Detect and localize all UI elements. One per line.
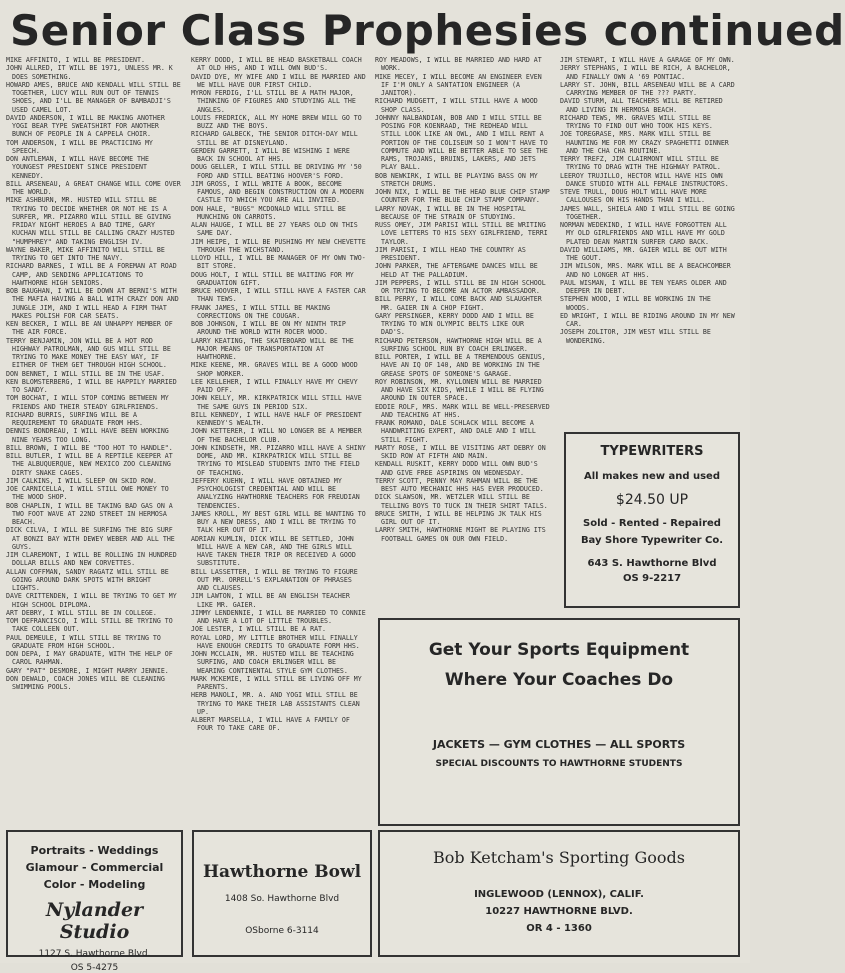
prophecy-entry: RICHARD GALBECK, THE SENIOR DITCH-DAY WILL STILL BE AT DISNEYLAND. (191, 130, 358, 147)
prophecy-entry: LEE KELLEHER, I WILL FINALLY HAVE MY CHEVY PAID OFF. (191, 377, 358, 394)
ad-line: JACKETS — GYM CLOTHES — ALL SPORTS (432, 738, 686, 751)
prophecy-entry: JOHN MCCLAIN, MR. HUSTED WILL BE TEACHING SURFING, AND COACH ERLINGER WILL BE WEARING CONTINENTAL STYLE GYM CLOTHES. (191, 650, 354, 675)
prophecy-entry: LARRY NOVAK, I WILL BE IN THE HOSPITAL BECAUSE OF THE STRAIN OF STUDYING. (375, 204, 526, 221)
prophecy-entry: BRUCE HOOVER, I WILL STILL HAVE A FASTER CAR THAN TEWS. (191, 287, 366, 304)
prophecy-entry: RICHARD BARNES, I WILL BE A FOREMAN AT ROAD CAMP, AND SENDING APPLICATIONS TO HAWTHORNE HIGH SENIORS. (6, 262, 177, 287)
ad-address: 1127 S. Hawthorne Blvd. (38, 949, 151, 959)
prophecy-entry: RICHARD PETERSON, HAWTHORNE HIGH WILL BE A SURFING SCHOOL RUN BY COACH ERLINGER. (375, 336, 542, 353)
prophecy-entry: BOB CHAPLIN, I WILL BE TAKING BAD GAS ON A TWO FOOT WAVE AT 22ND STREET IN HERMOSA BEACH. (6, 501, 173, 526)
prophecy-entry: BILL BROWN, I WILL BE "TOO HOT TO HANDLE". (6, 443, 173, 452)
prophecy-entry: JIM LAWTON, I WILL BE AN ENGLISH TEACHER LIKE MR. GAIER. (191, 592, 350, 609)
prophecy-entry: MARK MCKEMIE, I WILL STILL BE LIVING OFF MY PARENTS. (191, 674, 362, 691)
prophecy-entry: JOHN KELLY, MR. KIRKPATRICK WILL STILL HAVE THE SAME GUYS IN PERIOD SIX. (191, 394, 362, 411)
prophecy-entry: MYRON FERDIG, I'LL STILL BE A MATH MAJOR, THINKING OF FIGURES AND STUDYING ALL THE ANGLES. (191, 89, 356, 114)
prophecy-entry: JIM PEPPERS, I WILL STILL BE IN HIGH SCHOOL OR TRYING TO BECOME AN ACTOR AMBASSADOR. (375, 278, 546, 295)
prophecy-entry: TERRY SCOTT, PENNY MAY RAHMAN WILL BE THE BEST AUTO MECHANIC HHS HAS EVER PRODUCED. (375, 476, 544, 493)
studio-name: Nylander Studio (45, 899, 144, 943)
prophecy-entry: JOE LESTER, I WILL STILL BE A RAT. (191, 625, 326, 634)
prophecy-entry: JOHNNY NALBANDIAN, BOB AND I WILL STILL BE POSING FOR KOENRAAD, THE REDHEAD WILL STILL LOOK LIKE AN OWL, AND I WILL RENT A PORTION OF THE COLISEUM SO I WON'T HAVE TO COMMUTE AND WILL BE BETTER ABLE TO SEE THE RAMS, TROJANS, BRUINS, LAKERS, AND JETS PLAY BALL. (375, 113, 548, 172)
prophecy-entry: BOB JOHNSON, I WILL BE ON MY NINTH TRIP AROUND THE WORLD WITH ROCER WOOD. (191, 320, 346, 337)
prophecy-entry: JIM GROSS, I WILL WRITE A BOOK, BECOME FAMOUS, AND BEGIN CONSTRUCTION ON A MODERN CASTLE TO WHICH YOU ARE ALL INVITED. (191, 179, 364, 205)
prophecy-entry: DAVE CRITTENDEN, I WILL BE TRYING TO GET MY HIGH SCHOOL DIPLOMA. (6, 592, 177, 609)
prophecy-entry: JIM CALKINS, I WILL SLEEP ON SKID ROW. (6, 476, 157, 485)
prophecy-entry: MIKE KEENE, MR. GRAVES WILL BE A GOOD WOOD SHOP WORKER. (191, 361, 358, 378)
prophecy-entry: MIKE MECEY, I WILL BECOME AN ENGINEER EVEN IF I'M ONLY A SANTATION ENGINEER (A JANITOR). (375, 72, 542, 97)
studio-ad (6, 830, 183, 973)
prophecy-entry: ROYAL LORD, MY LITTLE BROTHER WILL FINALLY HAVE ENOUGH CREDITS TO GRADUATE FORM HHS. (191, 633, 360, 650)
ad-line: All makes new and used (584, 471, 720, 482)
prophecy-entry: DON ANTLEMAN, I WILL HAVE BECOME THE YOUNGEST PRESIDENT SINCE PRESIDENT KENNEDY. (6, 155, 149, 180)
prophecy-entry: TERRY BENJAMIN, JON WILL BE A HOT ROD HIGHWAY PATROLMAN, AND GUS WILL STILL BE TRYING TO MAKE MONEY THE EASY WAY, IF EITHER OF THEM GET THROUGH HIGH SCHOOL. (6, 336, 171, 370)
ad-line: Portraits - Weddings (30, 844, 159, 857)
prophecy-entry: JOE CARNICELLA, I WILL STILL OWE MONEY TO THE WOOD SHOP. (6, 485, 169, 502)
prophecy-entry: STEPHEN WOOD, I WILL BE WORKING IN THE WOODS. (560, 295, 711, 312)
prophecy-entry: EDDIE ROLF, MRS. MARK WILL BE WELL-PRESERVED AND TEACHING AT HHS. (375, 402, 550, 419)
ad-phone: OS 9-2217 (622, 573, 682, 584)
prophecy-column-3 (375, 56, 551, 616)
prophecy-entry: STEVE TRULL, DOUG HOLT WILL HAVE MORE CALLOUSES ON HIS HANDS THAN I WILL. (560, 188, 707, 205)
prophecy-entry: MARTY ROSE, I WILL BE VISITING ART DEBRY ON SKID ROW AT FIFTH AND MAIN. (375, 443, 546, 460)
prophecy-entry: JIM PARISI, I WILL HEAD THE COUNTRY AS PRESIDENT. (375, 245, 526, 262)
prophecy-entry: RICHARD MUDGETT, I WILL STILL HAVE A WOOD SHOP CLASS. (375, 97, 538, 114)
ad-line: Sold - Rented - Repaired (583, 518, 721, 529)
prophecy-entry: BILL PERRY, I WILL COME BACK AND SLAUGHTER MR. GAIER IN A CHOP FIGHT. (375, 295, 542, 312)
prophecy-entry: BILL PORTER, I WILL BE A TREMENDOUS GENIUS, HAVE AN IQ OF 140, AND BE WORKING IN THE GREASE SPOTS OF SOMEONE'S GARAGE. (375, 353, 546, 378)
prophecy-entry: DENNIS BONDREAU, I WILL HAVE BEEN WORKING NINE YEARS TOO LONG. (6, 427, 169, 444)
ad-heading: TYPEWRITERS (600, 444, 704, 459)
prophecy-entry: TOM DEFRANCISCO, I WILL STILL BE TRYING TO TAKE COLLEEN OUT. (6, 617, 173, 634)
prophecy-entry: DOUG HOLT, I WILL STILL BE WAITING FOR MY GRADUATION GIFT. (191, 270, 354, 287)
prophecy-entry: LARRY ST. JOHN, BILL ARSENEAU WILL BE A CARD CARRYING MEMBER OF THE ??? PARTY. (560, 80, 735, 97)
sporting-goods-ad (378, 830, 740, 957)
prophecy-entry: PAUL WISMAN, I WILL BE TEN YEARS OLDER AND DEEPER IN DEBT. (560, 278, 727, 295)
prophecy-entry: MIKE AFFINITO, I WILL BE PRESIDENT. (6, 56, 145, 64)
prophecy-entry: DOUG GELLER, I WILL STILL BE DRIVING MY '50 FORD AND STILL BEATING HOOVER'S FORD. (191, 163, 362, 180)
prophecy-entry: JIMMY LENDENNIE, I WILL BE MARRIED TO CONNIE AND HAVE A LOT OF LITTLE TROUBLES. (191, 608, 366, 625)
prophecy-entry: LARRY KEATING, THE SKATEBOARD WILL BE THE MAJOR MEANS OF TRANSPORTATION AT HAWTHORNE. (191, 336, 354, 361)
prophecy-entry: GARY "PAT" DESMORE, I MIGHT MARRY JENNIE. (6, 666, 169, 675)
prophecy-entry: DON BENNET, I WILL STILL BE IN THE USAF. (6, 369, 165, 378)
ad-heading: Get Your Sports Equipment (428, 640, 690, 660)
prophecy-entry: FRANK ROMANO, DALE SCHLACK WILL BECOME A HANDWRITING EXPERT, AND DALE AND I WILL STILL FIGHT. (375, 419, 536, 444)
prophecy-entry: DON DEWALD, COACH JONES WILL BE CLEANING SWIMMING POOLS. (6, 674, 165, 691)
prophecy-entry: ALAN HAUGE, I WILL BE 27 YEARS OLD ON THIS SAME DAY. (191, 221, 358, 238)
prophecy-entry: JOSEPH ZOLITOR, JIM WEST WILL STILL BE WONDERING. (560, 328, 711, 345)
prophecy-entry: DAVID ANDERSON, I WILL BE MAKING ANOTHER YOGI BEAR TYPE SWEATSHIRT FOR ANOTHER BUNCH OF PEOPLE IN A CAPPELA CHOIR. (6, 113, 165, 139)
prophecy-entry: GERDEN GARRETT, I WILL BE WISHING I WERE BACK IN SCHOOL AT HHS. (191, 146, 350, 163)
prophecy-entry: TERRY TREFZ, JIM CLAIRMONT WILL STILL BE TRYING TO DRAG WITH THE HIGHWAY PATROL. (560, 155, 721, 172)
ad-price: $24.50 UP (615, 492, 689, 508)
ad-line: Color - Modeling (43, 878, 146, 891)
prophecy-entry: KERRY DODD, I WILL BE HEAD BASKETBALL COACH AT OLD HHS, AND I WILL OWN BUD'S. (191, 56, 362, 73)
prophecy-entry: LOUIS FREDRICK, ALL MY HOME BREW WILL GO TO BUZZ AND THE BOYS. (191, 113, 362, 130)
prophecy-entry: BRUCE SMITH, I WILL BE HELPING JK TALK HIS GIRL OUT OF IT. (375, 509, 542, 526)
prophecy-entry: JIM HEIPE, I WILL BE PUSHING MY NEW CHEVETTE THROUGH THE WICHSTAND. (191, 237, 366, 254)
ad-heading: Bob Ketcham's Sporting Goods (433, 848, 685, 867)
ad-phone: OSborne 6-3114 (245, 926, 319, 936)
prophecy-entry: FRANK JAMES, I WILL STILL BE MAKING CORRECTIONS ON THE COUGAR. (191, 303, 330, 320)
prophecy-entry: BILL ARSENEAU, A GREAT CHANGE WILL COME OVER THE WORLD. (6, 179, 181, 196)
prophecy-entry: JOE TOREGRASE, MRS. MARK WILL STILL BE HAUNTING ME FOR MY CRAZY SPAGHETTI DINNER AND THE CHA CHA ROUTINE. (560, 130, 729, 155)
prophecy-entry: ED WRIGHT, I WILL BE RIDING AROUND IN MY NEW CAR. (560, 311, 735, 328)
prophecy-entry: TOM BOCHAT, I WILL STOP COMING BETWEEN MY FRIENDS AND THEIR STEADY GIRLFRIENDS. (6, 394, 169, 411)
prophecy-entry: JOHN PARKER, THE AFTERGAME DANCES WILL BE HELD AT THE PALLADIUM. (375, 262, 538, 279)
ad-company-name: Bay Shore Typewriter Co. (580, 535, 724, 546)
prophecy-entry: DICK SLAWSON, MR. WETZLER WILL STILL BE TELLING BOYS TO TUCK IN THEIR SHIRT TAILS. (375, 493, 548, 510)
prophecy-entry: JIM WILSON, MRS. MARK WILL BE A BEACHCOMBER AND NO LONGER AT HHS. (560, 262, 731, 279)
prophecy-entry: JOHN ALLRED, IT WILL BE 1971, UNLESS MR. K DOES SOMETHING. (6, 64, 173, 81)
prophecy-entry: JAMES WALL, SHIELA AND I WILL STILL BE GOING TOGETHER. (560, 204, 735, 221)
ad-address: 1408 So. Hawthorne Blvd (224, 894, 340, 904)
prophecy-entry: LEEROY TRUJILLO, HECTOR WILL HAVE HIS OWN DANCE STUDIO WITH ALL FEMALE INSTRUCTORS. (560, 171, 729, 188)
prophecy-entry: JIM STEWART, I WILL HAVE A GARAGE OF MY OWN. (560, 56, 735, 64)
ad-line: INGLEWOOD (LENNOX), CALIF. (474, 889, 644, 900)
ad-phone: OR 4 - 1360 (526, 923, 592, 934)
page-title: Senior Class Prophesies continued (10, 6, 845, 55)
prophecy-entry: WAYNE BAKER, MIKE AFFINITO WILL STILL BE TRYING TO GET INTO THE NAVY. (6, 245, 165, 262)
typewriters-ad (564, 432, 740, 608)
prophecy-entry: MIKE ASHBURN, MR. HUSTED WILL STILL BE TRYING TO DECIDE WHETHER OR NOT HE IS A SURFER, MR. PIZARRO WILL STILL BE GIVING FRIDAY NIGHT HEROES A BAD TIME, GARY KUCHAN WILL STILL BE CALLING CRAZY HUSTED "HUMPHREY" AND TAKING ENGLISH IV. (6, 196, 175, 246)
sports-equipment-ad (378, 618, 740, 826)
prophecy-entry: BILL BUTLER, I WILL BE A REPTILE KEEPER AT THE ALBUQUERQUE, NEW MEXICO ZOO CLEANING DIRTY SNAKE CAGES. (6, 452, 173, 477)
prophecy-entry: ALLAN COFFMAN, SANDY RAGATZ WILL STILL BE GOING AROUND DARK SPOTS WITH BRIGHT LIGHTS. (6, 567, 169, 592)
prophecy-entry: DON HALE, "BUGS" MCDONALD WILL STILL BE MUNCHING ON CARROTS. (191, 204, 346, 221)
prophecy-entry: JOHN KINDSETH, MR. PIZARRO WILL HAVE A SHINY DOME, AND MR. KIRKPATRICK WILL STILL BE TRYING TO MISLEAD STUDENTS INTO THE FIELD OF TEACHING. (191, 443, 366, 477)
prophecy-entry: ROY MEADOWS, I WILL BE MARRIED AND HARD AT WORK. (375, 56, 542, 73)
prophecy-entry: JOHN KETTERER, I WILL NO LONGER BE A MEMBER OF THE BACHELOR CLUB. (191, 427, 362, 444)
prophecy-entry: KEN BLOMSTERBERG, I WILL BE HAPPILY MARRIED TO SANDY. (6, 377, 177, 394)
prophecy-column-1 (6, 56, 182, 828)
prophecy-entry: RUSS OMEY, JIM PARISI WILL STILL BE WRITING LOVE LETTERS TO HIS SEXY GIRLFRIEND, TERRI TAYLOR. (375, 221, 548, 246)
prophecy-entry: ALBERT MARSELLA, I WILL HAVE A FAMILY OF FOUR TO TAKE CARE OF. (191, 716, 350, 733)
prophecy-column-4 (560, 56, 736, 428)
prophecy-entry: BILL LASSETTER, I WILL BE TRYING TO FIGURE OUT MR. ORRELL'S EXPLANATION OF PHRASES AND CLAUSES. (191, 567, 358, 592)
prophecy-entry: RICHARD TEWS, MR. GRAVES WILL STILL BE TRYING TO FIND OUT WHO TOOK HIS KEYS. (560, 113, 713, 130)
prophecy-entry: LARRY SMITH, HAWTHORNE MIGHT BE PLAYING ITS FOOTBALL GAMES ON OUR OWN FIELD. (375, 526, 546, 543)
ad-heading: Where Your Coaches Do (444, 670, 674, 690)
prophecy-entry: LLOYD HILL, I WILL BE MANAGER OF MY OWN TWO-BIT STORE. (191, 254, 366, 271)
prophecy-entry: NORMAN WEDEKIND, I WILL HAVE FORGOTTEN ALL MY OLD GIRLFRIENDS AND WILL HAVE MY GOLD PLATED DEAN MARTIN SURFER CARD BACK. (560, 221, 727, 246)
prophecy-entry: JAMES KROLL, MY BEST GIRL WILL BE WANTING TO BUY A NEW DRESS, AND I WILL BE TRYING TO TALK HER OUT OF IT. (191, 509, 366, 535)
prophecy-entry: GARY PERSINGER, KERRY DODD AND I WILL BE TRYING TO WIN OLYMPIC BELTS LIKE OUR DAD'S. (375, 311, 534, 337)
ad-line: Glamour - Commercial (25, 861, 164, 874)
prophecy-entry: DAVID DYE, MY WIFE AND I WILL BE MARRIED AND WE WILL HAVE OUR FIRST CHILD. (191, 72, 366, 89)
prophecy-entry: BOB BAUGHAN, I WILL BE DOWN AT BERNI'S WITH THE MAFIA HAVING A BALL WITH CRAZY DON AND JUNGLE JIM, AND I WILL HEAD A FIRM THAT MAKES POLISH FOR CAR SEATS. (6, 287, 179, 320)
prophecy-entry: ROY ROBINSON, MR. KYLLONEN WILL BE MARRIED AND HAVE SIX KIDS, WHILE I WILL BE FLYING AROUND IN OUTER SPACE. (375, 377, 544, 403)
prophecy-entry: DICK CILVA, I WILL BE SURFING THE BIG SURF AT BONZI BAY WITH DEWEY WEBER AND ALL THE GUYS. (6, 526, 175, 551)
ad-line: SPECIAL DISCOUNTS TO HAWTHORNE STUDENTS (435, 759, 683, 769)
prophecy-entry: PAUL DEMEULE, I WILL STILL BE TRYING TO GRADUATE FROM HIGH SCHOOL. (6, 633, 161, 650)
prophecy-entry: DAVID STURM, ALL TEACHERS WILL BE RETIRED AND LIVING IN HERMOSA BEACH. (560, 97, 723, 114)
prophecy-entry: JOHN NIX, I WILL BE THE HEAD BLUE CHIP STAMP COUNTER FOR THE BLUE CHIP STAMP COMPANY. (375, 188, 550, 205)
prophecy-entry: JIM CLAREMONT, I WILL BE ROLLING IN HUNDRED DOLLAR BILLS AND NEW CORVETTES. (6, 551, 177, 568)
prophecy-entry: BOB NEWKIRK, I WILL BE PLAYING BASS ON MY STRETCH DRUMS. (375, 171, 538, 188)
prophecy-entry: ADRIAN KUMLIN, DICK WILL BE SETTLED, JOHN WILL HAVE A NEW CAR, AND THE GIRLS WILL HAVE TAKEN THEIR TRIP OR RECEIVED A GOOD SUBSTITUTE. (191, 534, 356, 568)
ad-address: 10227 HAWTHORNE BLVD. (485, 906, 633, 917)
prophecy-entry: KEN BECKER, I WILL BE AN UNHAPPY MEMBER OF THE AIR FORCE. (6, 320, 173, 337)
prophecy-column-2 (191, 56, 367, 828)
prophecy-entry: DAVID WILLIAMS, MR. GAIER WILL BE OUT WITH THE GOUT. (560, 245, 727, 262)
prophecy-entry: RICHARD BURRIS, SURFING WILL BE A REQUIREMENT TO GRADUATE FROM HHS. (6, 410, 144, 427)
prophecy-entry: JERRY STEPHANS, I WILL BE RICH, A BACHELOR, AND FINALLY OWN A '69 PONTIAC. (560, 64, 731, 81)
prophecy-entry: KENDALL RUSKIT, KERRY DODD WILL OWN BUD'S AND GIVE FREE ASPIRINS ON WEDNESDAY. (375, 460, 538, 477)
prophecy-entry: ART DEBRY, I WILL STILL BE IN COLLEGE. (6, 608, 157, 617)
ad-address: 643 S. Hawthorne Blvd (587, 558, 717, 569)
bowling-ad (192, 830, 372, 957)
prophecy-entry: HOWARD AMES, BRUCE AND KENDALL WILL STILL BE TOGETHER, LUCY WILL RUN OUT OF TENNIS SHOES, AND I'LL BE MANAGER OF BAMBADJI'S USED CAMEL LOT. (6, 80, 181, 114)
ad-heading: Hawthorne Bowl (202, 862, 362, 882)
ad-phone: OS 5-4275 (70, 963, 119, 973)
prophecy-entry: DON DEPA, I MAY GRADUATE, WITH THE HELP OF CAROL RAHMAN. (6, 650, 173, 667)
prophecy-entry: JEFFERY KUEHN, I WILL HAVE OBTAINED MY PSYCHOLOGIST CREDENTIAL AND WILL BE ANALYZING HAWTHORNE TEACHERS FOR FREUDIAN TENDENCIES. (191, 476, 360, 510)
prophecy-entry: HERB MANOLI, MR. A. AND YOGI WILL STILL BE TRYING TO MAKE THEIR LAB ASSISTANTS CLEAN UP. (191, 691, 360, 716)
prophecy-entry: BILL KENNEDY, I WILL HAVE HALF OF PRESIDENT KENNEDY'S WEALTH. (191, 410, 362, 427)
prophecy-entry: TOM ANDERSON, I WILL BE PRACTICING MY SPEECH. (6, 138, 153, 155)
